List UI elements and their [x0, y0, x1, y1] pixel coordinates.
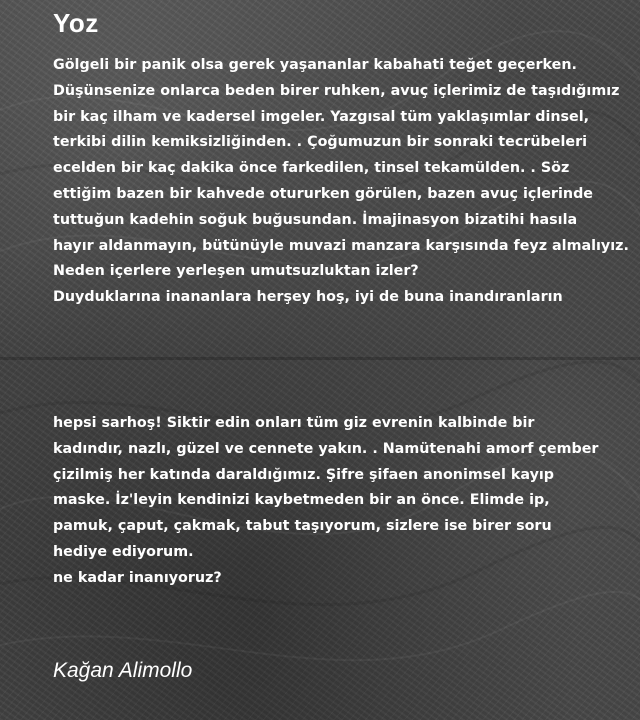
poem-line: hepsi sarhoş! Siktir edin onları tüm giz evrenin kalbinde bir — [53, 415, 535, 431]
poem-stanza-1 — [53, 53, 629, 311]
poem-line: ne kadar inanıyoruz? — [53, 569, 222, 586]
poem-line: Düşünsenize onlarca beden birer ruhken, avuç içlerimiz de taşıdığımız — [53, 82, 620, 99]
poem-line: kadındır, nazlı, güzel ve cennete yakın. . Namütenahi amorf çember — [53, 440, 599, 457]
poem-title: Yoz — [53, 8, 99, 38]
poem-line: terkibi dilin kemiksizliğinden. . Çoğumuzun bir sonraki tecrübeleri — [53, 134, 588, 151]
poem-line: tuttuğun kadehin soğuk buğusundan. İmajinasyon bizatihi hasıla — [53, 211, 578, 228]
poem-line: ettiğim bazen bir kahvede otururken görülen, bazen avuç içlerinde — [53, 185, 593, 202]
poem-author: Kağan Alimollo — [53, 659, 193, 682]
poem-stanza-2 — [53, 411, 613, 592]
poem-line: ecelden bir kaç dakika önce farkedilen, tinsel tekamülden. . Söz — [53, 160, 570, 177]
poem-line: hayır aldanmayın, bütünüyle muvazi manzara karşısında feyz almalıyız. — [53, 237, 629, 254]
section-divider — [0, 357, 640, 360]
poem-line: çizilmiş her katında daraldığımız. Şifre şifaen anonimsel kayıp — [53, 466, 555, 483]
poem-line: bir kaç ilham ve kadersel imgeler. Yazgısal tüm yaklaşımlar dinsel, — [53, 108, 590, 125]
poem-line: Gölgeli bir panik olsa gerek yaşananlar kabahati teğet geçerken. — [53, 57, 577, 73]
poem-line: maske. İz'leyin kendinizi kaybetmeden bir an önce. Elimde ip, — [53, 492, 550, 509]
poem-line: pamuk, çaput, çakmak, tabut taşıyorum, sizlere ise birer soru — [53, 518, 552, 535]
poem-line: Duyduklarına inananlara herşey hoş, iyi de buna inandıranların — [53, 289, 563, 306]
poem-line: Neden içerlere yerleşen umutsuzluktan izler? — [53, 263, 419, 280]
poem-line: hediye ediyorum. — [53, 543, 194, 560]
